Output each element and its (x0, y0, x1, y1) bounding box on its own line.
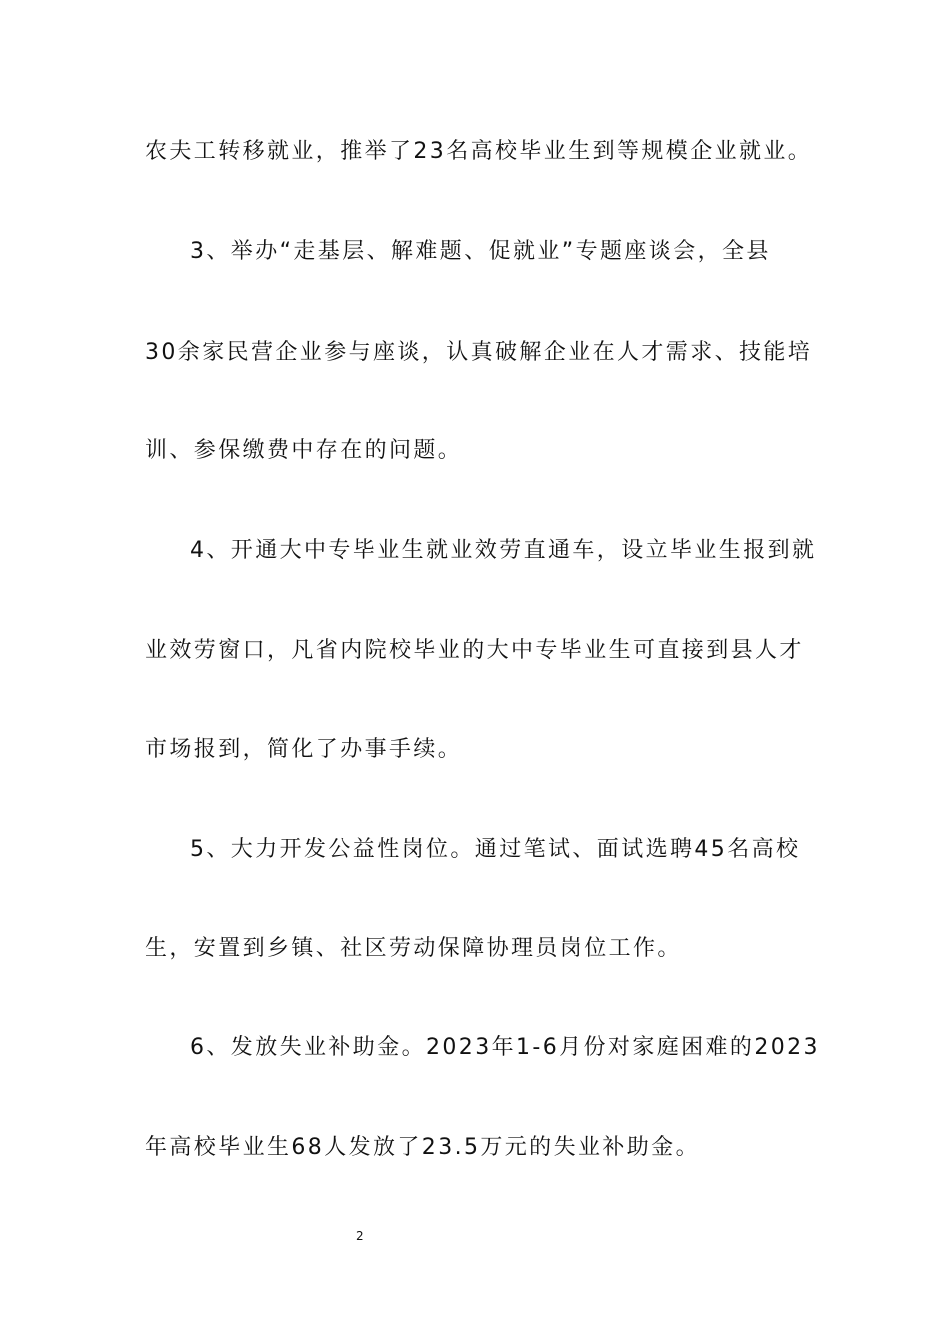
paragraph-line: 3、举办“走基层、解难题、促就业”专题座谈会，全县 (190, 239, 771, 264)
paragraph-line: 业效劳窗口，凡省内院校毕业的大中专毕业生可直接到县人才 (145, 638, 804, 663)
paragraph-line: 年高校毕业生68人发放了23.5万元的失业补助金。 (145, 1135, 700, 1160)
paragraph-line: 30余家民营企业参与座谈，认真破解企业在人才需求、技能培 (145, 340, 813, 365)
paragraph-line: 农夫工转移就业，推举了23名高校毕业生到等规模企业就业。 (145, 139, 813, 164)
paragraph-line: 4、开通大中专毕业生就业效劳直通车，设立毕业生报到就 (190, 538, 817, 563)
paragraph-line: 生，安置到乡镇、社区劳动保障协理员岗位工作。 (145, 936, 682, 961)
paragraph-line: 5、大力开发公益性岗位。通过笔试、面试选聘45名高校 (190, 837, 801, 862)
paragraph-line: 训、参保缴费中存在的问题。 (145, 438, 463, 463)
paragraph-line: 6、发放失业补助金。2023年1-6月份对家庭困难的2023 (190, 1035, 820, 1060)
page-number: 2 (356, 1229, 364, 1243)
paragraph-line: 市场报到，简化了办事手续。 (145, 737, 463, 762)
